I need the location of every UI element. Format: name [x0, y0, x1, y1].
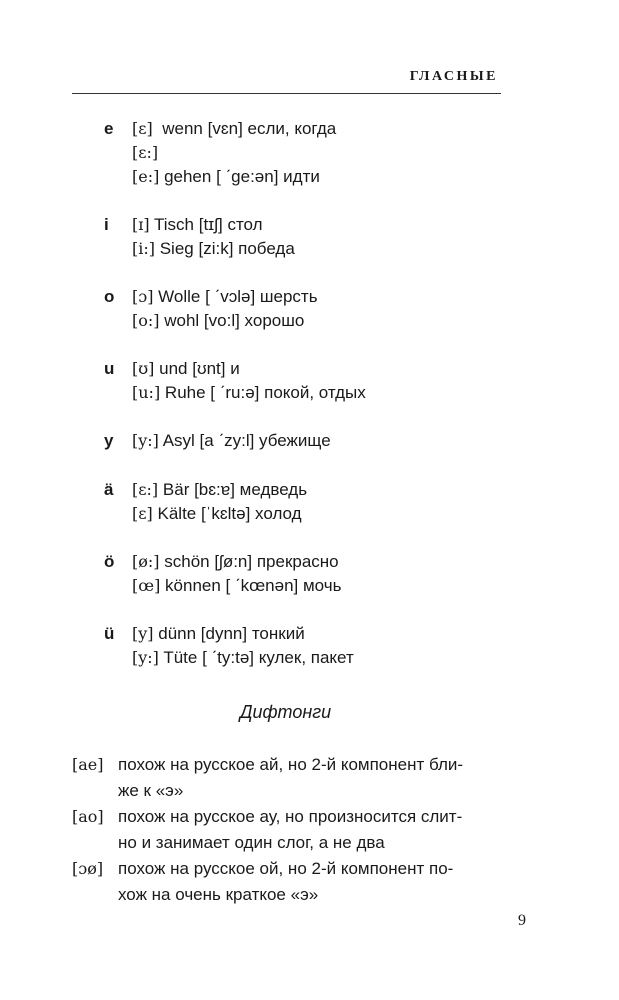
ipa-symbol: [e:] [132, 167, 160, 186]
example-text: Kälte [ˈkɛltə] холод [152, 504, 302, 523]
ipa-symbol: [ø:] [132, 552, 160, 571]
example-text: Asyl [a ˊzy:l] убежище [158, 431, 331, 450]
ipa-symbol: [ɛ:] [132, 480, 159, 499]
vowel-row [104, 550, 524, 574]
diphthong-list [72, 752, 512, 908]
vowel-row [104, 237, 524, 261]
diphthong-entry [72, 856, 512, 908]
vowel-row [104, 285, 524, 309]
vowel-row [104, 381, 524, 405]
ipa-symbol: [ɔ] [132, 287, 154, 306]
section-title-diphthongs: Дифтонги [239, 702, 332, 722]
example-text: gehen [ ˊge:ən] идти [159, 167, 320, 186]
ipa-symbol: [u:] [132, 383, 161, 402]
vowel-group-o [104, 285, 524, 333]
example-text: können [ ˊkœnən] мочь [160, 576, 342, 595]
ipa-symbol: [ɛ:] [132, 143, 159, 162]
description-line: похож на русское ой, но 2-й компонент по- [118, 859, 454, 878]
vowel-group-e [104, 117, 524, 189]
vowel-letter: ü [104, 624, 115, 643]
diphthong-entry [72, 752, 512, 804]
header-rule [72, 93, 501, 94]
vowel-row [104, 141, 524, 165]
vowel-row [104, 213, 524, 237]
diphthong-description [118, 752, 463, 804]
ipa-symbol: [y:] [132, 648, 159, 667]
ipa-symbol: [ʊ] [132, 359, 155, 378]
diphthong-description [118, 856, 453, 908]
example-text: Bär [bɛ:ɐ] медведь [158, 480, 308, 499]
vowel-row [104, 357, 524, 381]
vowel-letter: ä [104, 480, 114, 499]
example-text: und [ʊnt] и [154, 359, 240, 378]
vowel-row [104, 646, 524, 670]
description-line: но и занимает один слог, а не два [118, 833, 385, 852]
vowel-group-a-umlaut [104, 478, 524, 526]
description-line: же к «э» [118, 781, 184, 800]
diphthong-symbol: [ɔø] [72, 859, 104, 878]
ipa-symbol: [o:] [132, 311, 160, 330]
example-text: Ruhe [ ˊru:ə] покой, отдых [160, 383, 366, 402]
vowel-letter: e [104, 119, 114, 138]
example-text: Wolle [ ˊvɔlə] шерсть [153, 287, 318, 306]
description-line: хож на очень краткое «э» [118, 885, 319, 904]
vowel-row [104, 574, 524, 598]
running-head: ГЛАСНЫЕ [409, 69, 498, 84]
description-line: похож на русское ау, но произносится слит- [118, 807, 463, 826]
diphthong-entry [72, 804, 512, 856]
ipa-symbol: [ɪ] [132, 215, 150, 234]
ipa-symbol: [i:] [132, 239, 155, 258]
vowel-row [104, 502, 524, 526]
vowel-letter: u [104, 359, 115, 378]
example-text: Tisch [tɪʃ] стол [149, 215, 263, 234]
ipa-symbol: [y] [132, 624, 154, 643]
vowel-row [104, 309, 524, 333]
vowel-letter: ö [104, 552, 115, 571]
example-text: Sieg [zi:k] победа [155, 239, 295, 258]
ipa-symbol: [ɛ] [132, 119, 153, 138]
vowel-row [104, 165, 524, 189]
vowel-letter: o [104, 287, 115, 306]
vowel-row [104, 478, 524, 502]
vowel-row [104, 117, 524, 141]
vowel-group-o-umlaut [104, 550, 524, 598]
vowel-row [104, 622, 524, 646]
ipa-symbol: [œ] [132, 576, 161, 595]
ipa-symbol: [ɛ] [132, 504, 153, 523]
example-text: wenn [vɛn] если, когда [152, 119, 337, 138]
diphthong-description [118, 804, 462, 856]
example-text: Tüte [ ˊty:tə] кулек, пакет [158, 648, 354, 667]
vowel-letter: y [104, 431, 114, 450]
example-text: wohl [vo:l] хорошо [159, 311, 305, 330]
ipa-symbol: [y:] [132, 431, 159, 450]
example-text: schön [ʃø:n] прекрасно [159, 552, 339, 571]
vowel-group-y [104, 429, 524, 453]
description-line: похож на русское ай, но 2-й компонент бли- [118, 755, 464, 774]
diphthong-symbol: [ae] [72, 755, 104, 774]
vowel-group-u [104, 357, 524, 405]
vowel-group-i [104, 213, 524, 261]
vowel-group-u-umlaut [104, 622, 524, 670]
example-text: dünn [dynn] тонкий [153, 624, 305, 643]
vowel-row [104, 429, 524, 453]
diphthong-symbol: [ao] [72, 807, 104, 826]
vowel-letter: i [104, 215, 109, 234]
page-number: 9 [518, 912, 526, 929]
